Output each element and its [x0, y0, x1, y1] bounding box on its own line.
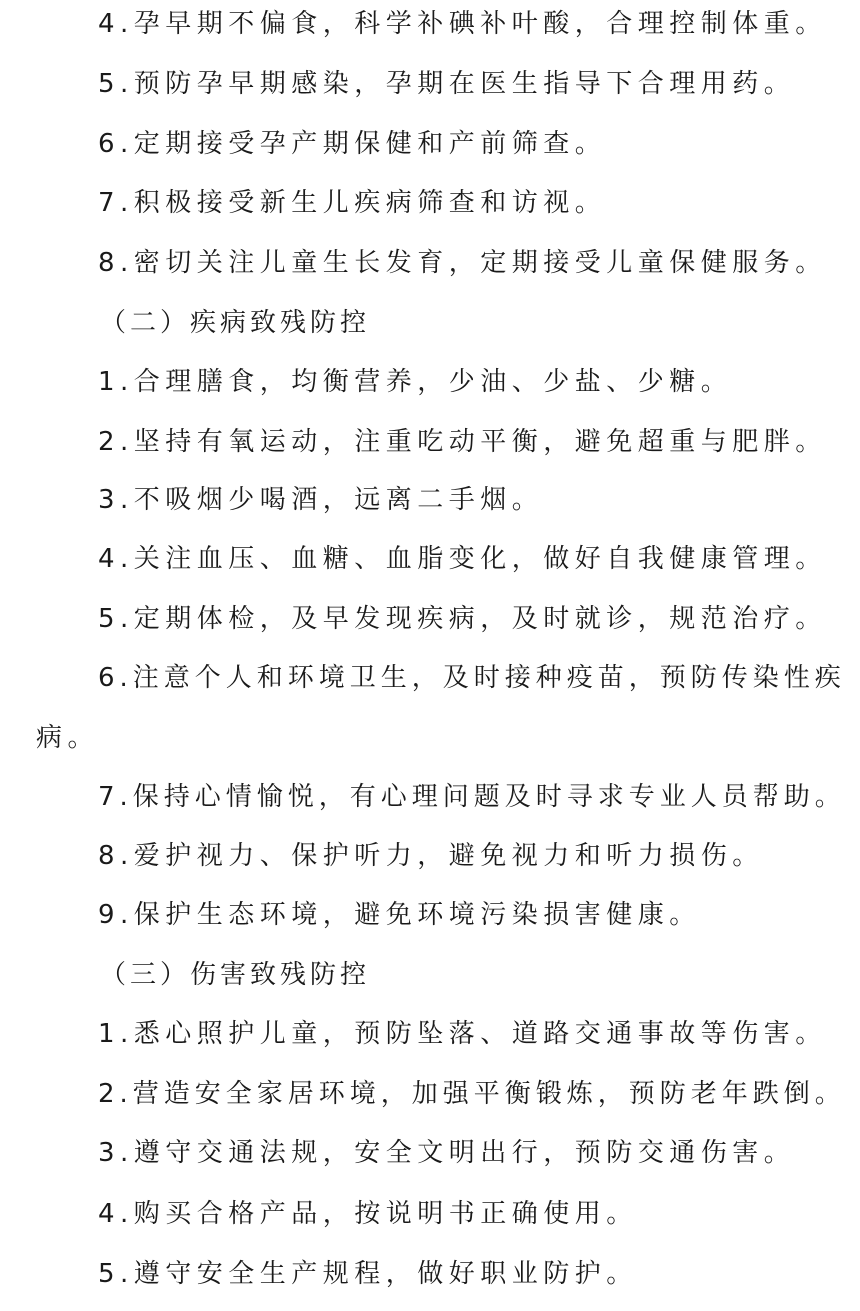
injury-item-1: 1.悉心照护儿童，预防坠落、道路交通事故等伤害。: [98, 1019, 827, 1049]
disease-item-1: 1.合理膳食，均衡营养，少油、少盐、少糖。: [98, 367, 733, 397]
injury-section-heading: （三）伤害致残防控: [100, 960, 371, 990]
maternal-item-6: 6.定期接受孕产期保健和产前筛查。: [98, 129, 607, 159]
disease-item-7: 7.保持心情愉悦，有心理问题及时寻求专业人员帮助。: [98, 782, 846, 812]
disease-item-3: 3.不吸烟少喝酒，远离二手烟。: [98, 485, 544, 515]
injury-item-4: 4.购买合格产品，按说明书正确使用。: [98, 1199, 638, 1229]
disease-item-6-continuation: 病。: [36, 723, 100, 753]
disease-item-2: 2.坚持有氧运动，注重吃动平衡，避免超重与肥胖。: [98, 427, 827, 457]
disease-item-8: 8.爱护视力、保护听力，避免视力和听力损伤。: [98, 841, 764, 871]
injury-item-5: 5.遵守安全生产规程，做好职业防护。: [98, 1259, 638, 1289]
injury-item-3: 3.遵守交通法规，安全文明出行，预防交通伤害。: [98, 1138, 796, 1168]
maternal-item-7: 7.积极接受新生儿疾病筛查和访视。: [98, 188, 607, 218]
disease-item-6: 6.注意个人和环境卫生，及时接种疫苗，预防传染性疾: [98, 663, 846, 693]
disease-item-9: 9.保护生态环境，避免环境污染损害健康。: [98, 900, 701, 930]
disease-item-5: 5.定期体检，及早发现疾病，及时就诊，规范治疗。: [98, 604, 827, 634]
disease-section-heading: （二）疾病致残防控: [100, 308, 371, 338]
maternal-item-4: 4.孕早期不偏食，科学补碘补叶酸，合理控制体重。: [98, 9, 827, 39]
maternal-item-5: 5.预防孕早期感染，孕期在医生指导下合理用药。: [98, 69, 796, 99]
maternal-item-8: 8.密切关注儿童生长发育，定期接受儿童保健服务。: [98, 248, 827, 278]
injury-item-2: 2.营造安全家居环境，加强平衡锻炼，预防老年跌倒。: [98, 1079, 846, 1109]
disease-item-4: 4.关注血压、血糖、血脂变化，做好自我健康管理。: [98, 544, 827, 574]
